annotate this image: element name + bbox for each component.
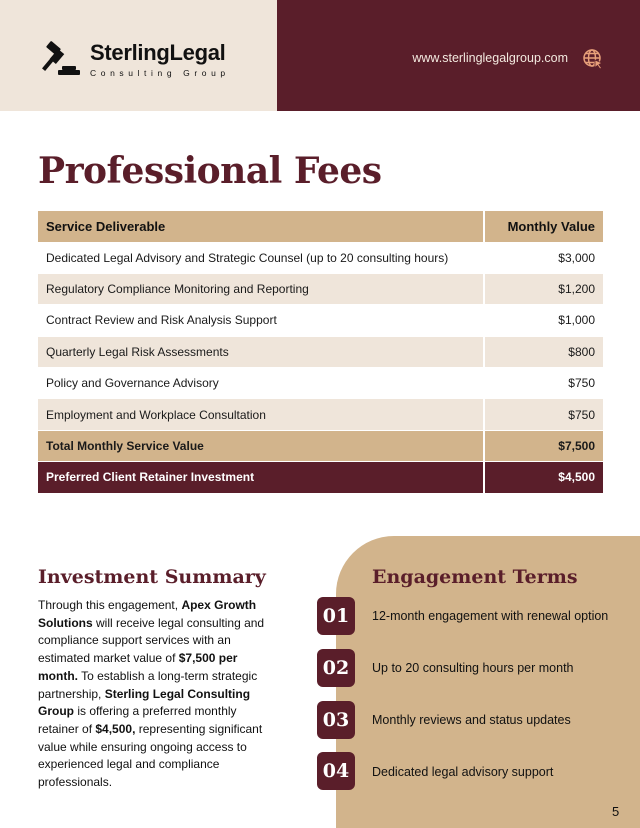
page-title: Professional Fees — [38, 150, 382, 192]
service-cell: Policy and Governance Advisory — [38, 368, 483, 399]
service-cell: Employment and Workplace Consultation — [38, 399, 483, 430]
summary-text-part: representing significant value while ensuring ongoing access to experienced legal and compliance professionals. — [38, 721, 263, 790]
brand-subtitle: Consulting Group — [90, 68, 230, 78]
value-cell: $3,000 — [483, 242, 603, 273]
website-link[interactable]: www.sterlinglegalgroup.com — [412, 51, 568, 65]
value-cell: $1,200 — [483, 274, 603, 305]
service-cell: Quarterly Legal Risk Assessments — [38, 337, 483, 368]
client-name: Apex Growth Solutions — [38, 598, 257, 630]
value-cell: $750 — [483, 399, 603, 430]
term-number-badge: 03 — [317, 701, 355, 739]
total-label: Total Monthly Service Value — [38, 431, 483, 462]
term-text: Up to 20 consulting hours per month — [372, 661, 574, 675]
globe-cursor-icon[interactable] — [582, 48, 604, 70]
table-header-row — [38, 211, 603, 242]
table-row — [38, 305, 603, 336]
table-row — [38, 368, 603, 399]
retainer-amount: $4,500, — [95, 721, 136, 736]
summary-text-part: will receive legal consulting and compliance support services with an estimated market value of — [38, 615, 265, 666]
summary-text-part: To establish a long-term strategic partnership, — [38, 668, 258, 701]
term-text: Monthly reviews and status updates — [372, 713, 571, 727]
retainer-value: $4,500 — [483, 462, 603, 493]
retainer-row — [38, 462, 603, 493]
table-row — [38, 337, 603, 368]
firm-name: Sterling Legal Consulting Group — [38, 686, 251, 719]
term-text: 12-month engagement with renewal option — [372, 609, 609, 623]
term-text: Dedicated legal advisory support — [372, 765, 554, 779]
brand-name: SterlingLegal — [90, 40, 226, 65]
engagement-terms-title: Engagement Terms — [372, 566, 578, 588]
retainer-label: Preferred Client Retainer Investment — [38, 462, 483, 493]
investment-summary-text — [38, 597, 278, 792]
table-row — [38, 242, 603, 273]
market-value: $7,500 per month. — [38, 651, 238, 683]
total-row — [38, 431, 603, 462]
table-row — [38, 399, 603, 430]
summary-text-part: is offering a preferred monthly retainer of — [38, 704, 237, 736]
term-number-badge: 02 — [317, 649, 355, 687]
summary-text-part: Through this engagement, — [38, 598, 182, 612]
term-number-badge: 01 — [317, 597, 355, 635]
column-header-value: Monthly Value — [483, 211, 603, 242]
investment-summary-title: Investment Summary — [38, 566, 266, 588]
service-cell: Regulatory Compliance Monitoring and Reporting — [38, 274, 483, 305]
total-value: $7,500 — [483, 431, 603, 462]
service-cell: Dedicated Legal Advisory and Strategic Counsel (up to 20 consulting hours) — [38, 242, 483, 273]
fees-table — [38, 211, 603, 494]
value-cell: $800 — [483, 337, 603, 368]
value-cell: $750 — [483, 368, 603, 399]
service-cell: Contract Review and Risk Analysis Support — [38, 305, 483, 336]
table-row — [38, 274, 603, 305]
value-cell: $1,000 — [483, 305, 603, 336]
column-header-service: Service Deliverable — [38, 211, 483, 242]
gavel-icon — [38, 40, 82, 78]
term-number-badge: 04 — [317, 752, 355, 790]
page-number: 5 — [612, 804, 620, 819]
